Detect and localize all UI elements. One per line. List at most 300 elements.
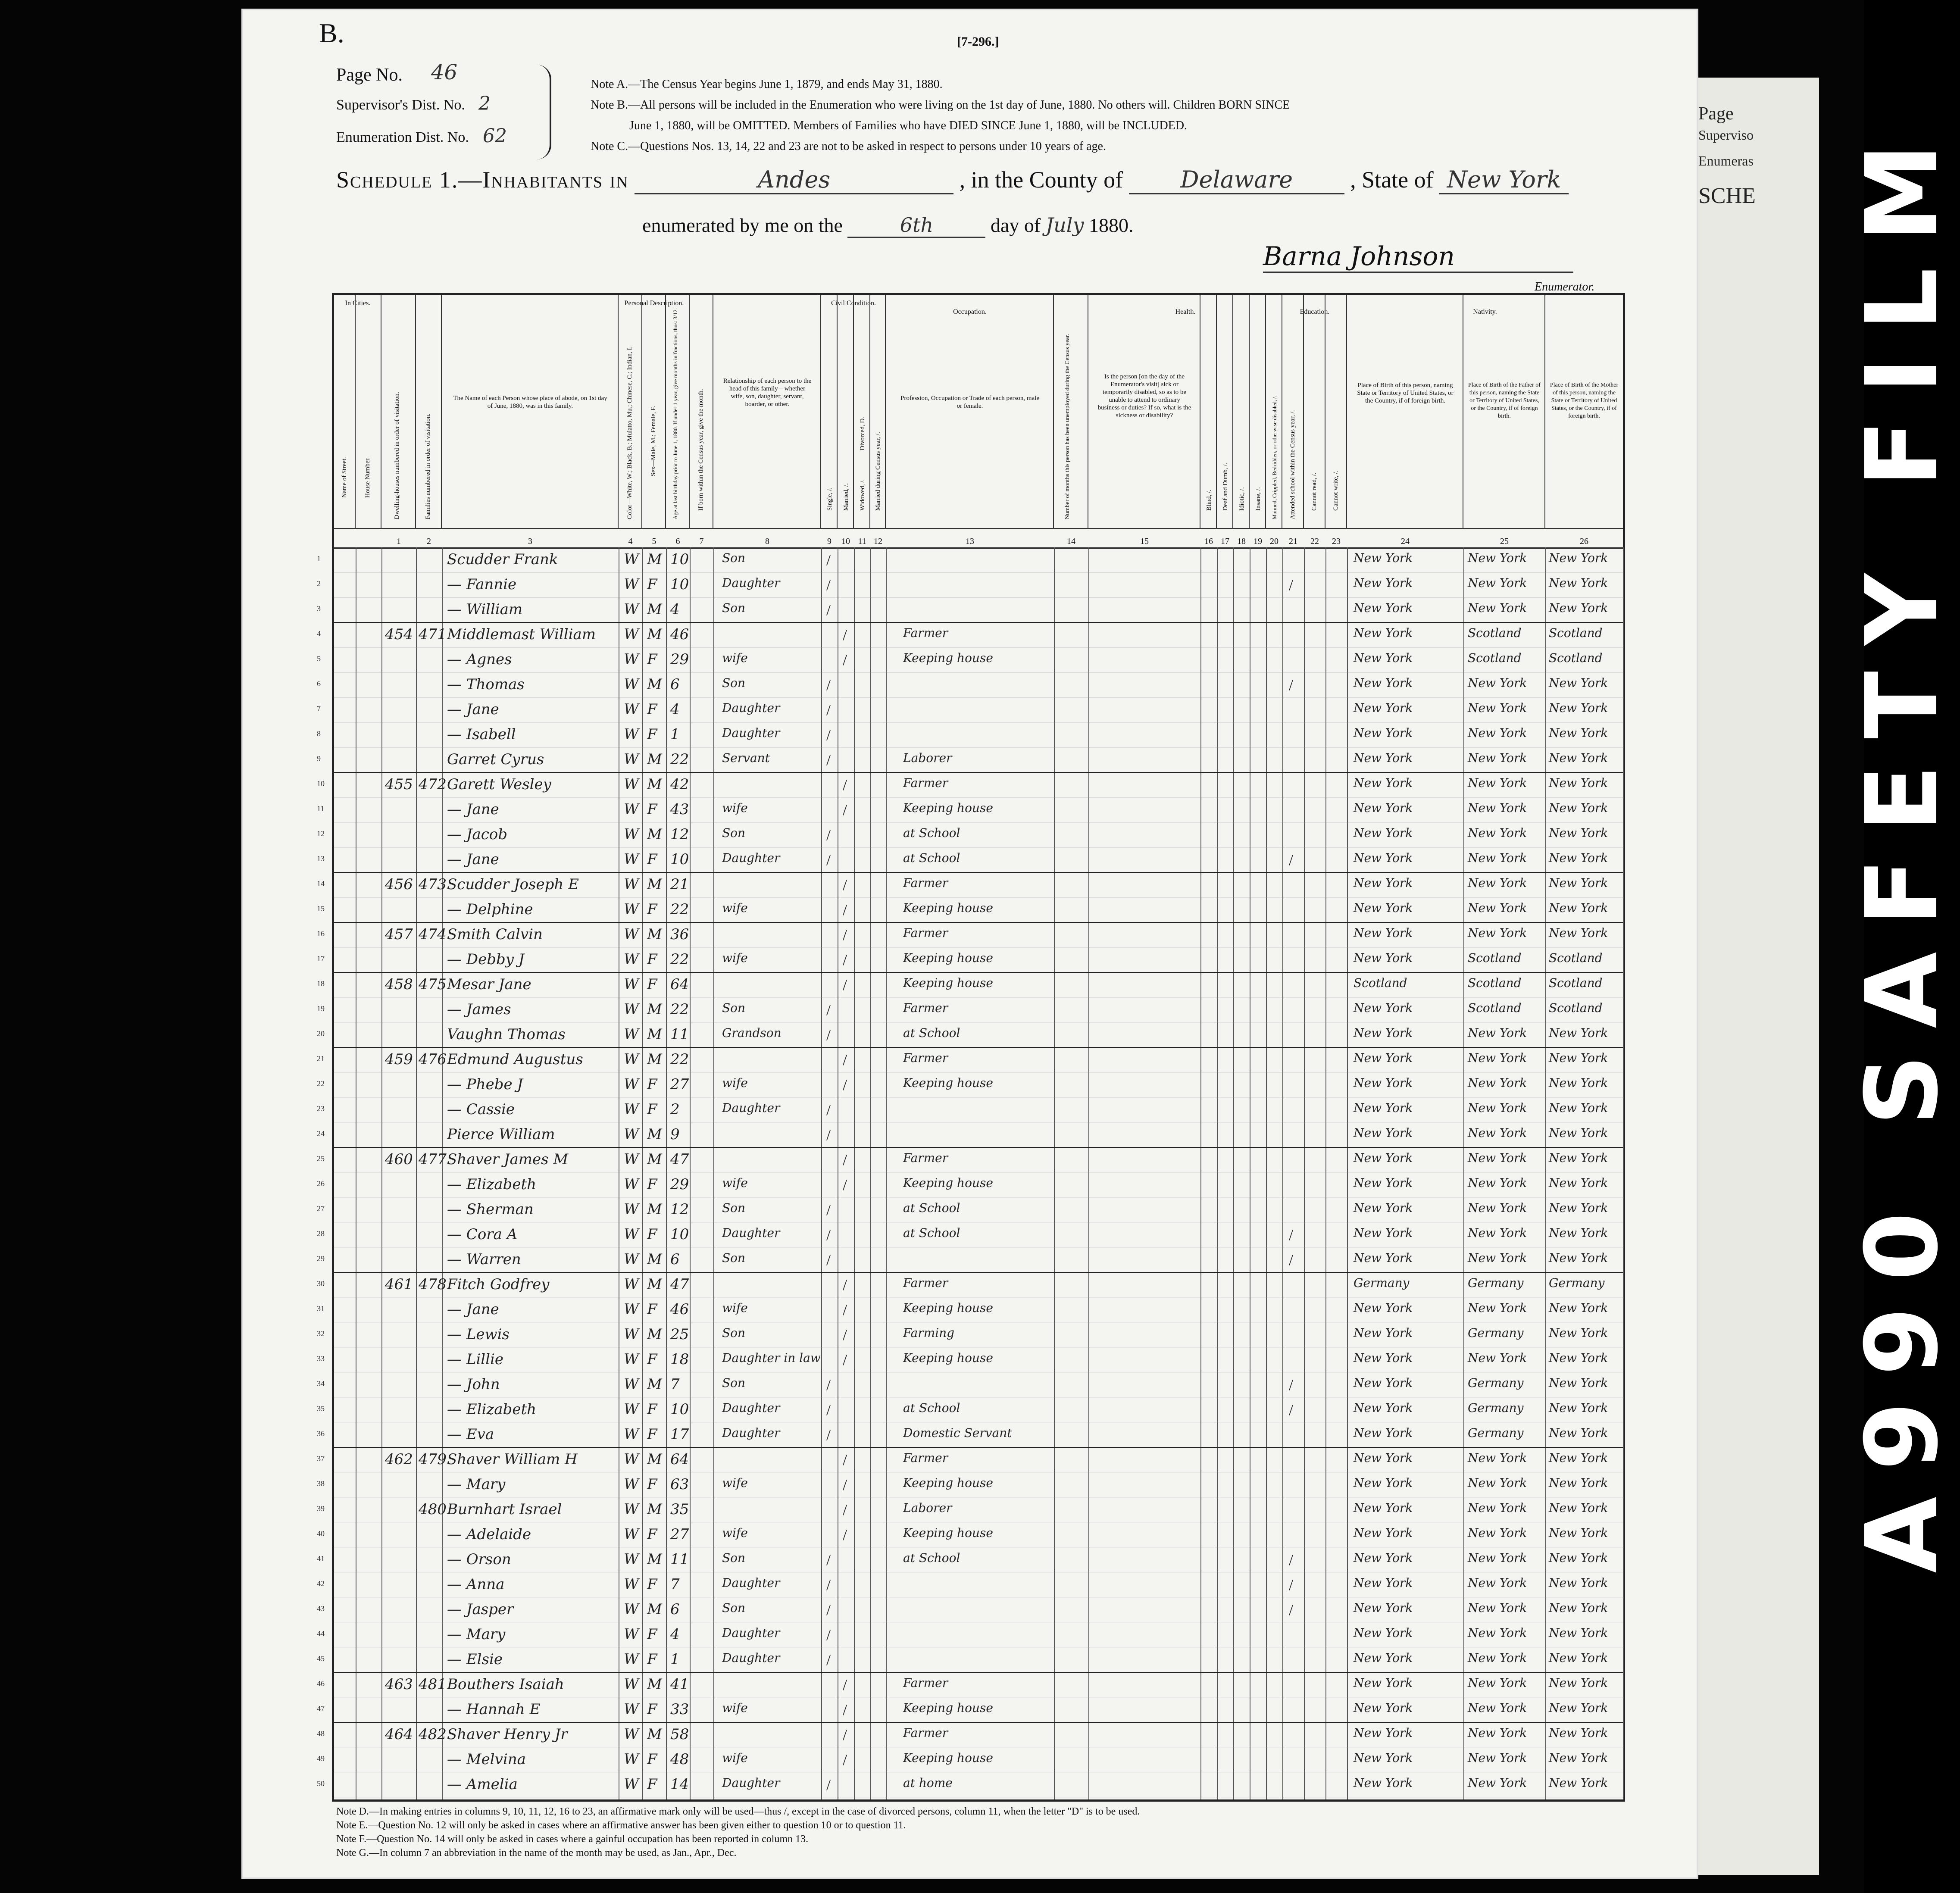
- married-mark: /: [843, 1476, 847, 1493]
- color-value: W: [624, 951, 639, 968]
- father-birthplace-value: New York: [1468, 1151, 1527, 1165]
- birthplace-value: New York: [1354, 1301, 1413, 1315]
- mother-birthplace-value: New York: [1549, 1201, 1608, 1215]
- col-23-header: Cannot write, /.: [1325, 295, 1347, 528]
- occupation-value: Keeping house: [903, 1076, 993, 1090]
- mother-birthplace-value: New York: [1549, 1576, 1608, 1590]
- person-name: — Melvina: [447, 1751, 526, 1768]
- note-b: Note B.—All persons will be included in the Enumeration who were living on the 1st day of June, 1880. No others will. Children BORN SINCE: [591, 98, 1290, 112]
- column-number: 22: [1310, 537, 1319, 546]
- father-birthplace-value: New York: [1468, 1751, 1527, 1765]
- age-value: 10: [670, 551, 689, 568]
- census-row: [317, 672, 1623, 697]
- occupation-value: at School: [903, 1401, 960, 1415]
- birthplace-value: New York: [1354, 1626, 1413, 1640]
- single-mark: /: [826, 1026, 831, 1043]
- mother-birthplace-value: New York: [1549, 1701, 1608, 1715]
- age-value: 10: [670, 851, 689, 868]
- married-mark: /: [843, 876, 847, 893]
- color-value: W: [624, 1276, 639, 1293]
- color-value: W: [624, 1201, 639, 1218]
- col-13-header: Profession, Occupation or Trade of each person, male or female.: [886, 295, 1054, 528]
- col-14-header: Number of months this person has been unemployed during the Census year.: [1054, 295, 1088, 528]
- married-mark: /: [843, 1351, 847, 1368]
- col-24-header: Place of Birth of this person, naming State or Territory of United States, or the Country, if of foreign birth.: [1347, 295, 1463, 528]
- col-4-header: Color—White, W.; Black, B.; Mulatto, Mu.; Chinese, C.; Indian, I.: [619, 295, 642, 528]
- column-rule: [1623, 547, 1624, 1799]
- married-mark: /: [843, 951, 847, 968]
- mother-birthplace-value: New York: [1549, 1776, 1608, 1790]
- person-name: — Debby J: [447, 951, 525, 968]
- row-number: 44: [317, 1629, 325, 1638]
- row-number: 25: [317, 1154, 325, 1163]
- married-mark: /: [843, 1176, 847, 1193]
- row-number: 39: [317, 1504, 325, 1513]
- sex-value: M: [647, 551, 662, 568]
- supervisor-dist-label: Supervisor's Dist. No.: [336, 97, 465, 113]
- birthplace-value: New York: [1354, 1426, 1413, 1440]
- safety-film-label: A990 SAFETY FILM: [1845, 117, 1960, 1573]
- adjacent-page-label: Page: [1698, 104, 1734, 124]
- mother-birthplace-value: Scotland: [1549, 976, 1603, 990]
- enumeration-dist-value: 62: [483, 125, 507, 147]
- birthplace-value: New York: [1354, 1326, 1413, 1340]
- mother-birthplace-value: New York: [1549, 701, 1608, 715]
- birthplace-value: New York: [1354, 801, 1413, 815]
- mother-birthplace-value: New York: [1549, 1076, 1608, 1090]
- mother-birthplace-value: New York: [1549, 1051, 1608, 1065]
- sex-value: M: [647, 1001, 662, 1018]
- census-row: [317, 1297, 1623, 1322]
- mother-birthplace-value: New York: [1549, 1151, 1608, 1165]
- enumerator-signature: Barna Johnson: [1263, 241, 1573, 273]
- school-mark: /: [1289, 1551, 1294, 1568]
- birthplace-value: New York: [1354, 876, 1413, 890]
- school-mark: /: [1289, 851, 1294, 868]
- single-mark: /: [826, 576, 831, 594]
- enumeration-dist-label: Enumeration Dist. No.: [336, 129, 469, 145]
- person-name: — Eva: [447, 1426, 494, 1443]
- person-name: — Adelaide: [447, 1526, 531, 1543]
- column-number: 24: [1401, 537, 1410, 546]
- family-number: 474: [419, 926, 447, 943]
- sex-value: M: [647, 1501, 662, 1518]
- group-personal: Personal Description.: [624, 300, 684, 307]
- person-name: — Jane: [447, 701, 499, 718]
- column-number: 14: [1067, 537, 1075, 546]
- schedule-label: Schedule 1.—Inhabitants in: [336, 167, 629, 193]
- census-row: [317, 1122, 1623, 1148]
- mother-birthplace-value: New York: [1549, 601, 1608, 615]
- row-number: 47: [317, 1704, 325, 1713]
- mother-birthplace-value: New York: [1549, 826, 1608, 840]
- dwelling-number: 464: [385, 1726, 413, 1743]
- sex-value: M: [647, 1726, 662, 1743]
- family-number: 478: [419, 1276, 447, 1293]
- age-value: 41: [670, 1676, 689, 1693]
- age-value: 11: [670, 1551, 689, 1568]
- birthplace-value: New York: [1354, 1576, 1413, 1590]
- row-number: 23: [317, 1104, 325, 1113]
- occupation-value: Farmer: [903, 1276, 948, 1290]
- col-9-header: Single, /.: [821, 295, 838, 528]
- person-name: — Amelia: [447, 1776, 518, 1793]
- age-value: 22: [670, 751, 689, 768]
- mother-birthplace-value: New York: [1549, 1651, 1608, 1665]
- place-value: Andes: [635, 166, 953, 194]
- birthplace-value: New York: [1354, 1001, 1413, 1015]
- person-name: — Lewis: [447, 1326, 510, 1343]
- person-name: Scudder Frank: [447, 551, 558, 568]
- age-value: 11: [670, 1026, 689, 1043]
- sex-value: F: [647, 1401, 657, 1418]
- father-birthplace-value: New York: [1468, 926, 1527, 940]
- sex-value: M: [647, 1676, 662, 1693]
- age-value: 14: [670, 1776, 689, 1793]
- note-a: Note A.—The Census Year begins June 1, 1879, and ends May 31, 1880.: [591, 78, 943, 91]
- census-row: [317, 872, 1623, 897]
- dwelling-number: 458: [385, 976, 413, 993]
- birthplace-value: New York: [1354, 1201, 1413, 1215]
- single-mark: /: [826, 1426, 831, 1443]
- census-row: [317, 1697, 1623, 1723]
- sex-value: M: [647, 1276, 662, 1293]
- birthplace-value: New York: [1354, 851, 1413, 865]
- relationship-value: Daughter: [722, 1101, 780, 1115]
- census-row: [317, 1022, 1623, 1048]
- person-name: — Thomas: [447, 676, 525, 693]
- census-row: [317, 1172, 1623, 1197]
- color-value: W: [624, 976, 639, 993]
- person-name: Scudder Joseph E: [447, 876, 579, 893]
- sex-value: F: [647, 1701, 657, 1718]
- person-name: — Anna: [447, 1576, 505, 1593]
- sex-value: F: [647, 1526, 657, 1543]
- row-number: 20: [317, 1029, 325, 1038]
- sex-value: M: [647, 926, 662, 943]
- color-value: W: [624, 1426, 639, 1443]
- relationship-value: Son: [722, 676, 746, 690]
- married-mark: /: [843, 1051, 847, 1068]
- group-occupation: Occupation.: [953, 308, 987, 316]
- mother-birthplace-value: New York: [1549, 1676, 1608, 1690]
- county-label: , in the County of: [959, 167, 1123, 193]
- row-number: 15: [317, 904, 325, 913]
- occupation-value: Farmer: [903, 1676, 948, 1690]
- birthplace-value: New York: [1354, 626, 1413, 640]
- color-value: W: [624, 1751, 639, 1768]
- father-birthplace-value: New York: [1468, 576, 1527, 590]
- person-name: Smith Calvin: [447, 926, 543, 943]
- col-22-header: Cannot read, /.: [1304, 295, 1325, 528]
- column-number: 8: [765, 537, 769, 546]
- married-mark: /: [843, 626, 847, 643]
- birthplace-value: New York: [1354, 951, 1413, 965]
- row-number: 42: [317, 1579, 325, 1588]
- sex-value: F: [647, 1751, 657, 1768]
- census-row: [317, 1547, 1623, 1572]
- person-name: — Sherman: [447, 1201, 534, 1218]
- column-number: 3: [528, 537, 532, 546]
- row-number: 36: [317, 1429, 325, 1438]
- col-1-header: Dwelling-houses numbered in order of visitation.: [381, 295, 416, 528]
- sex-value: F: [647, 701, 657, 718]
- person-name: — Delphine: [447, 901, 533, 918]
- row-number: 4: [317, 629, 321, 638]
- age-value: 29: [670, 1176, 689, 1193]
- mother-birthplace-value: New York: [1549, 1601, 1608, 1615]
- school-mark: /: [1289, 676, 1294, 693]
- sex-value: F: [647, 851, 657, 868]
- state-value: New York: [1439, 166, 1569, 194]
- group-education: Education.: [1300, 308, 1330, 316]
- married-mark: /: [843, 926, 847, 943]
- row-number: 46: [317, 1679, 325, 1688]
- mother-birthplace-value: New York: [1549, 901, 1608, 915]
- married-mark: /: [843, 1676, 847, 1693]
- occupation-value: Keeping house: [903, 1176, 993, 1190]
- occupation-value: Farmer: [903, 776, 948, 790]
- relationship-value: wife: [722, 1176, 748, 1190]
- birthplace-value: New York: [1354, 726, 1413, 740]
- birthplace-value: Germany: [1354, 1276, 1410, 1290]
- father-birthplace-value: Scotland: [1468, 651, 1522, 665]
- census-row: [317, 597, 1623, 623]
- row-number: 43: [317, 1604, 325, 1613]
- relationship-value: wife: [722, 1526, 748, 1540]
- color-value: W: [624, 1076, 639, 1093]
- census-row: [317, 1572, 1623, 1597]
- birthplace-value: New York: [1354, 1526, 1413, 1540]
- row-number: 12: [317, 829, 325, 838]
- row-number: 10: [317, 779, 325, 788]
- age-value: 22: [670, 1001, 689, 1018]
- color-value: W: [624, 1451, 639, 1468]
- row-number: 19: [317, 1004, 325, 1013]
- relationship-value: Son: [722, 826, 746, 840]
- relationship-value: wife: [722, 901, 748, 915]
- color-value: W: [624, 601, 639, 618]
- birthplace-value: New York: [1354, 601, 1413, 615]
- person-name: — Warren: [447, 1251, 521, 1268]
- row-number: 17: [317, 954, 325, 963]
- father-birthplace-value: Germany: [1468, 1276, 1524, 1290]
- birthplace-value: New York: [1354, 1401, 1413, 1415]
- sex-value: F: [647, 1426, 657, 1443]
- sex-value: F: [647, 1476, 657, 1493]
- sex-value: F: [647, 976, 657, 993]
- married-mark: /: [843, 651, 847, 668]
- occupation-value: Laborer: [903, 1501, 952, 1515]
- col-19-header: Insane, /.: [1250, 295, 1266, 528]
- color-value: W: [624, 1226, 639, 1243]
- father-birthplace-value: New York: [1468, 701, 1527, 715]
- census-row: [317, 747, 1623, 773]
- column-number: 21: [1289, 537, 1297, 546]
- single-mark: /: [826, 1101, 831, 1118]
- census-row: [317, 697, 1623, 722]
- row-number: 31: [317, 1304, 325, 1313]
- row-number: 24: [317, 1129, 325, 1138]
- row-number: 29: [317, 1254, 325, 1263]
- col-16-header: Blind, /.: [1200, 295, 1217, 528]
- header-divider: [334, 528, 1623, 529]
- col-21-header: Attended school within the Census year, /.: [1282, 295, 1304, 528]
- age-value: 4: [670, 1626, 680, 1643]
- row-number: 14: [317, 879, 325, 888]
- color-value: W: [624, 576, 639, 593]
- person-name: — William: [447, 601, 523, 618]
- occupation-value: at home: [903, 1776, 953, 1790]
- col-20-header: Maimed, Crippled, Bedridden, or otherwise disabled, /.: [1266, 295, 1282, 528]
- mother-birthplace-value: New York: [1549, 876, 1608, 890]
- family-number: 481: [419, 1676, 447, 1693]
- occupation-value: Farmer: [903, 1001, 948, 1015]
- row-number: 16: [317, 929, 325, 938]
- occupation-value: Keeping house: [903, 1476, 993, 1490]
- occupation-value: at School: [903, 851, 960, 865]
- column-number: 15: [1140, 537, 1149, 546]
- census-row: [317, 997, 1623, 1022]
- father-birthplace-value: Germany: [1468, 1401, 1524, 1415]
- sex-value: M: [647, 1051, 662, 1068]
- census-table: [317, 293, 1625, 1802]
- sex-value: F: [647, 1176, 657, 1193]
- row-number: 33: [317, 1354, 325, 1363]
- enumerated-month: July: [1045, 213, 1084, 237]
- relationship-value: Daughter: [722, 1651, 780, 1665]
- note-c: Note C.—Questions Nos. 13, 14, 22 and 23 are not to be asked in respect to persons under 10 years of age.: [591, 140, 1106, 153]
- sex-value: F: [647, 951, 657, 968]
- person-name: Garett Wesley: [447, 776, 551, 793]
- birthplace-value: New York: [1354, 751, 1413, 765]
- color-value: W: [624, 1626, 639, 1643]
- color-value: W: [624, 1051, 639, 1068]
- family-number: 476: [419, 1051, 447, 1068]
- group-health: Health.: [1175, 308, 1196, 316]
- father-birthplace-value: New York: [1468, 1126, 1527, 1140]
- mother-birthplace-value: New York: [1549, 1501, 1608, 1515]
- age-value: 4: [670, 701, 680, 718]
- enumerator-label: Enumerator.: [1535, 280, 1595, 294]
- mother-birthplace-value: New York: [1549, 1351, 1608, 1365]
- father-birthplace-value: New York: [1468, 1101, 1527, 1115]
- column-number: 19: [1254, 537, 1262, 546]
- mother-birthplace-value: Scotland: [1549, 1001, 1603, 1015]
- census-row: [317, 1647, 1623, 1673]
- father-birthplace-value: New York: [1468, 1051, 1527, 1065]
- father-birthplace-value: New York: [1468, 751, 1527, 765]
- column-number: 1: [397, 537, 401, 546]
- sex-value: M: [647, 1251, 662, 1268]
- relationship-value: wife: [722, 951, 748, 965]
- age-value: 27: [670, 1526, 689, 1543]
- mother-birthplace-value: Scotland: [1549, 951, 1603, 965]
- dwelling-number: 460: [385, 1151, 413, 1168]
- married-mark: /: [843, 1726, 847, 1743]
- birthplace-value: New York: [1354, 1051, 1413, 1065]
- birthplace-value: New York: [1354, 676, 1413, 690]
- occupation-value: Keeping house: [903, 951, 993, 965]
- school-mark: /: [1289, 1576, 1294, 1593]
- relationship-value: Son: [722, 601, 746, 615]
- age-value: 2: [670, 1101, 680, 1118]
- mother-birthplace-value: New York: [1549, 926, 1608, 940]
- married-mark: /: [843, 1451, 847, 1468]
- occupation-value: Farmer: [903, 876, 948, 890]
- married-mark: /: [843, 1501, 847, 1518]
- father-birthplace-value: New York: [1468, 1226, 1527, 1240]
- enumerated-label: enumerated by me on the: [642, 214, 843, 236]
- row-number: 6: [317, 679, 321, 688]
- father-birthplace-value: New York: [1468, 1726, 1527, 1740]
- column-number: 5: [652, 537, 656, 546]
- sex-value: M: [647, 1601, 662, 1618]
- school-mark: /: [1289, 1376, 1294, 1393]
- person-name: Mesar Jane: [447, 976, 531, 993]
- sex-value: F: [647, 1626, 657, 1643]
- column-number: 26: [1580, 537, 1588, 546]
- person-name: Bouthers Isaiah: [447, 1676, 564, 1693]
- birthplace-value: New York: [1354, 1126, 1413, 1140]
- mother-birthplace-value: New York: [1549, 801, 1608, 815]
- row-number: 8: [317, 729, 321, 738]
- page-no-value: 46: [431, 60, 458, 84]
- mother-birthplace-value: New York: [1549, 1326, 1608, 1340]
- married-mark: /: [843, 1751, 847, 1768]
- row-number: 13: [317, 854, 325, 863]
- father-birthplace-value: New York: [1468, 776, 1527, 790]
- family-number: 473: [419, 876, 447, 893]
- column-number: 4: [628, 537, 633, 546]
- father-birthplace-value: New York: [1468, 1476, 1527, 1490]
- single-mark: /: [826, 1626, 831, 1643]
- occupation-value: Keeping house: [903, 1751, 993, 1765]
- age-value: 46: [670, 1301, 689, 1318]
- single-mark: /: [826, 726, 831, 743]
- age-value: 17: [670, 1426, 689, 1443]
- family-number: 482: [419, 1726, 447, 1743]
- note-b-continued: June 1, 1880, will be OMITTED. Members of Families who have DIED SINCE June 1, 1880, will be INCLUDED.: [629, 119, 1188, 132]
- form-number: [7-296.]: [957, 34, 999, 49]
- birthplace-value: New York: [1354, 1451, 1413, 1465]
- color-value: W: [624, 801, 639, 818]
- age-value: 7: [670, 1376, 680, 1393]
- color-value: W: [624, 1726, 639, 1743]
- sex-value: M: [647, 1551, 662, 1568]
- color-value: W: [624, 1501, 639, 1518]
- person-name: Shaver William H: [447, 1451, 578, 1468]
- occupation-value: Farmer: [903, 626, 948, 640]
- birthplace-value: New York: [1354, 1501, 1413, 1515]
- single-mark: /: [826, 1576, 831, 1593]
- relationship-value: Son: [722, 1001, 746, 1015]
- single-mark: /: [826, 1376, 831, 1393]
- column-number: 17: [1221, 537, 1229, 546]
- census-row: [317, 1322, 1623, 1347]
- mother-birthplace-value: New York: [1549, 1526, 1608, 1540]
- birthplace-value: New York: [1354, 901, 1413, 915]
- age-value: 10: [670, 1226, 689, 1243]
- color-value: W: [624, 1476, 639, 1493]
- dwelling-number: 463: [385, 1676, 413, 1693]
- column-number: 2: [427, 537, 431, 546]
- census-row: [317, 1072, 1623, 1097]
- dwelling-number: 462: [385, 1451, 413, 1468]
- father-birthplace-value: New York: [1468, 901, 1527, 915]
- relationship-value: wife: [722, 1076, 748, 1090]
- adjacent-enumeration-label: Enumeras: [1698, 153, 1754, 169]
